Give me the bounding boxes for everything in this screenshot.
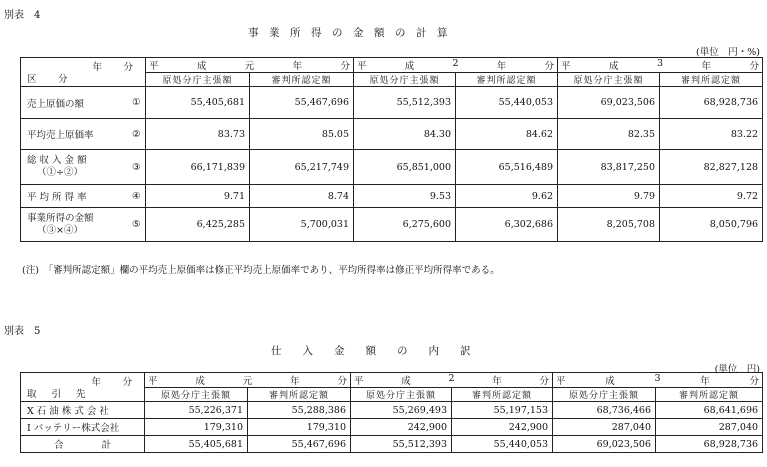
table4-corner-year: 年 分	[92, 62, 139, 73]
value-cell: 9.62	[456, 185, 558, 208]
table5-title: 仕 入 金 額 の 内 訳	[271, 345, 471, 357]
value-cell: 9.72	[660, 185, 763, 208]
value-cell: 84.62	[456, 119, 558, 150]
row-mark: ⑤	[128, 208, 146, 242]
row-label: 売上原価の額	[21, 87, 128, 119]
value-cell: 8,205,708	[558, 208, 660, 242]
value-cell: 65,851,000	[354, 150, 456, 185]
table4-year-header-1: 平 成 元 年 分	[146, 58, 354, 73]
value-cell: 179,310	[145, 419, 248, 436]
value-cell: 68,641,696	[656, 402, 763, 419]
table5-subheader: 審判所認定額	[656, 388, 763, 402]
table5-year-header-2: 平 成 2 年 分	[351, 373, 553, 388]
value-cell: 242,900	[351, 419, 452, 436]
value-cell: 55,405,681	[145, 436, 248, 453]
value-cell: 85.05	[250, 119, 354, 150]
table4-unit: (単位 円・%)	[696, 47, 760, 58]
table4-corner-section: 区 分	[27, 74, 74, 85]
value-cell: 287,040	[656, 419, 763, 436]
table4-year-header-2: 平 成 2 年 分	[354, 58, 558, 73]
table5-year-header-3: 平 成 3 年 分	[553, 373, 763, 388]
value-cell: 65,516,489	[456, 150, 558, 185]
table5-subheader: 審判所認定額	[452, 388, 553, 402]
supplier-label: X 石 油 株 式 会 社	[21, 402, 145, 419]
table5-tag: 別表 5	[4, 326, 41, 337]
row-label-line2: （③×④）	[37, 224, 83, 236]
row-label	[21, 150, 128, 185]
value-cell: 6,302,686	[456, 208, 558, 242]
value-cell: 179,310	[248, 419, 351, 436]
table4-year-header-3: 平 成 3 年 分	[558, 58, 763, 73]
value-cell: 242,900	[452, 419, 553, 436]
row-mark: ③	[128, 150, 146, 185]
value-cell: 68,736,466	[553, 402, 656, 419]
table4-grid	[20, 57, 763, 242]
table5-row	[21, 436, 763, 453]
value-cell: 84.30	[354, 119, 456, 150]
table5-grid	[20, 372, 763, 453]
table5-row	[21, 419, 763, 436]
value-cell: 55,197,153	[452, 402, 553, 419]
row-label-line1: 総 収 入 金 額	[27, 155, 87, 166]
table5-row	[21, 402, 763, 419]
row-mark: ②	[128, 119, 146, 150]
table4-row	[21, 87, 763, 119]
value-cell: 69,023,506	[553, 436, 656, 453]
table4-tag: 別表 4	[4, 10, 41, 21]
value-cell: 68,928,736	[660, 87, 763, 119]
table5-year-header-1: 平 成 元 年 分	[145, 373, 351, 388]
value-cell: 55,467,696	[250, 87, 354, 119]
value-cell: 55,440,053	[452, 436, 553, 453]
table4-subheader: 原処分庁主張額	[354, 73, 456, 87]
table4-row	[21, 119, 763, 150]
row-label	[21, 208, 128, 242]
value-cell: 8.74	[250, 185, 354, 208]
value-cell: 55,467,696	[248, 436, 351, 453]
value-cell: 83,817,250	[558, 150, 660, 185]
value-cell: 69,023,506	[558, 87, 660, 119]
table4-subheader: 原処分庁主張額	[558, 73, 660, 87]
value-cell: 9.71	[146, 185, 250, 208]
value-cell: 55,440,053	[456, 87, 558, 119]
table4-subheader: 審判所認定額	[660, 73, 763, 87]
table5-corner-cell	[21, 373, 145, 402]
table4-row	[21, 150, 763, 185]
value-cell: 83.73	[146, 119, 250, 150]
value-cell: 82.35	[558, 119, 660, 150]
value-cell: 6,425,285	[146, 208, 250, 242]
total-label: 合 計	[21, 436, 145, 453]
value-cell: 55,269,493	[351, 402, 452, 419]
value-cell: 9.79	[558, 185, 660, 208]
row-label-line2: （①÷②）	[37, 167, 83, 178]
value-cell: 6,275,600	[354, 208, 456, 242]
table4-corner-cell	[21, 58, 146, 87]
row-label: 平 均 所 得 率	[21, 185, 128, 208]
value-cell: 55,288,386	[248, 402, 351, 419]
table4-row	[21, 208, 763, 242]
table4-subheader: 原処分庁主張額	[146, 73, 250, 87]
supplier-label: I バッテリー株式会社	[21, 419, 145, 436]
value-cell: 55,512,393	[351, 436, 452, 453]
table4-subheader: 審判所認定額	[456, 73, 558, 87]
table5-unit: (単位 円)	[714, 364, 760, 375]
value-cell: 55,405,681	[146, 87, 250, 119]
row-label: 平均売上原価率	[21, 119, 128, 150]
value-cell: 82,827,128	[660, 150, 763, 185]
value-cell: 65,217,749	[250, 150, 354, 185]
table5-subheader: 原処分庁主張額	[145, 388, 248, 402]
table5-subheader: 原処分庁主張額	[351, 388, 452, 402]
value-cell: 287,040	[553, 419, 656, 436]
table5-subheader: 原処分庁主張額	[553, 388, 656, 402]
table5-subheader: 審判所認定額	[248, 388, 351, 402]
row-mark: ①	[128, 87, 146, 119]
value-cell: 9.53	[354, 185, 456, 208]
table5-corner-supplier: 取 引 先	[27, 389, 92, 400]
row-label-line1: 事業所得の金額	[27, 212, 94, 224]
table4-note: (注) 「審判所認定額」欄の平均売上原価率は修正平均売上原価率であり、平均所得率は修正平均所得率である。	[22, 265, 500, 276]
row-mark: ④	[128, 185, 146, 208]
value-cell: 68,928,736	[656, 436, 763, 453]
value-cell: 55,512,393	[354, 87, 456, 119]
value-cell: 83.22	[660, 119, 763, 150]
value-cell: 66,171,839	[146, 150, 250, 185]
value-cell: 55,226,371	[145, 402, 248, 419]
value-cell: 8,050,796	[660, 208, 763, 242]
table4-row	[21, 185, 763, 208]
table4-subheader: 審判所認定額	[250, 73, 354, 87]
value-cell: 5,700,031	[250, 208, 354, 242]
table5-corner-year: 年 分	[91, 377, 138, 388]
table4-title: 事 業 所 得 の 金 額 の 計 算	[248, 27, 448, 39]
